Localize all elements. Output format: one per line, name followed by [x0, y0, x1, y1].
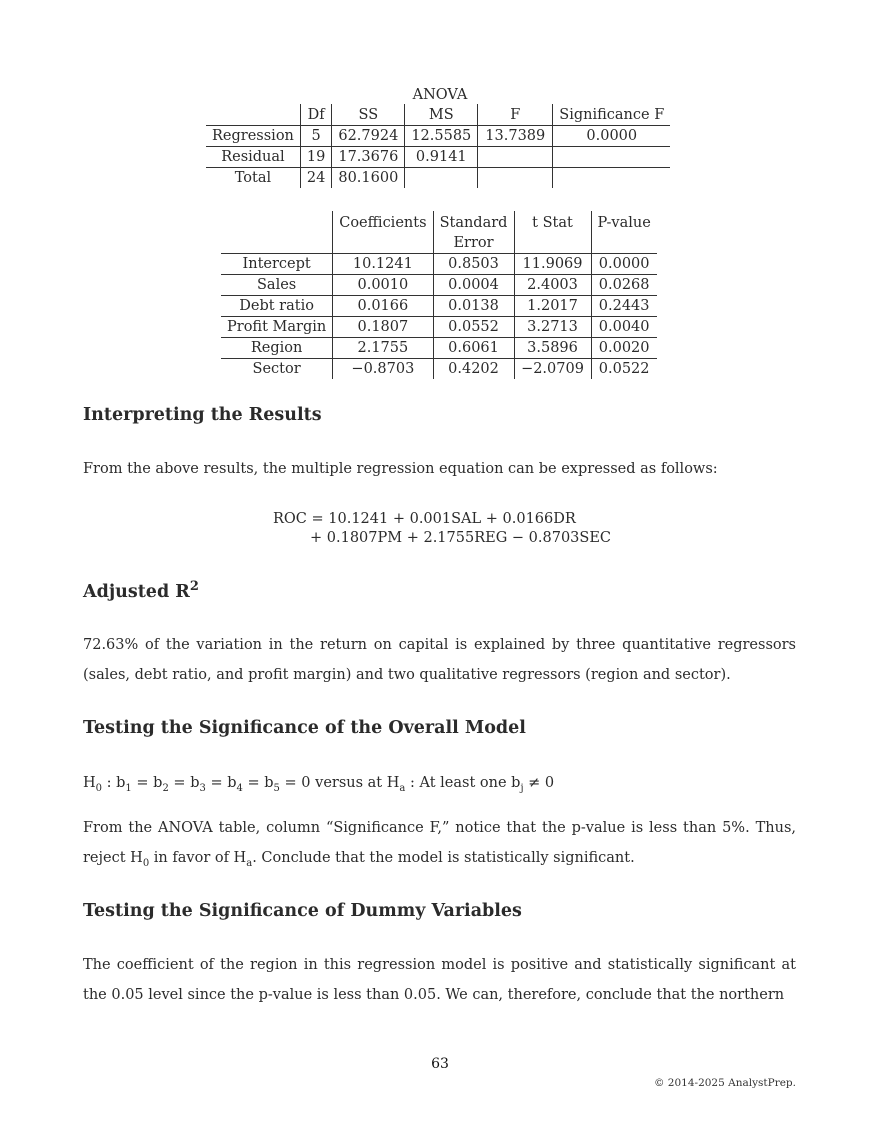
equation-line-1: ROC = 10.1241 + 0.001SAL + 0.0166DR: [273, 511, 576, 527]
overall-text-in-favor: in favor of: [153, 850, 229, 866]
table-cell: 3.5896: [514, 338, 591, 359]
table-cell: 0.0552: [433, 317, 514, 338]
table-cell: 11.9069: [514, 254, 591, 275]
table-cell: 0.0010: [333, 275, 433, 296]
table-cell: 62.7924: [332, 126, 405, 147]
anova-header-blank: [206, 104, 300, 126]
table-cell: 0.8503: [433, 254, 514, 275]
table-cell: 5: [300, 126, 331, 147]
anova-row-residual: [206, 147, 670, 168]
anova-header-df: Df: [300, 104, 331, 126]
table-cell: 17.3676: [332, 147, 405, 168]
table-cell: [553, 147, 670, 168]
dummy-variables-paragraph: The coefficient of the region in this regression model is positive and statistically significant at the 0.05 level since the p-value is less than 0.05. We can, therefore, conclude that the northern: [83, 957, 796, 1003]
anova-row-total: [206, 168, 670, 189]
overall-text-reject: reject: [83, 850, 126, 866]
table-cell: 2.4003: [514, 275, 591, 296]
table-cell: 0.0040: [591, 317, 657, 338]
table-cell: [478, 168, 553, 189]
table-cell: Profit Margin: [221, 317, 333, 338]
table-cell: 0.9141: [405, 147, 478, 168]
table-cell: 1.2017: [514, 296, 591, 317]
table-cell: 0.0522: [591, 359, 657, 380]
table-cell: Intercept: [221, 254, 333, 275]
table-cell: 0.0000: [553, 126, 670, 147]
table-cell: 0.1807: [333, 317, 433, 338]
table-cell: 10.1241: [333, 254, 433, 275]
table-cell: 0.6061: [433, 338, 514, 359]
table-cell: 0.4202: [433, 359, 514, 380]
overall-text-line1: From the ANOVA table, column “Significance F,” notice that the p-value is less than 5%. Thus,: [83, 820, 796, 836]
hypothesis-statement: $H_0$ : $b_1 = b_2 = b_3 = b_4 = b_5 = 0$ versus at $H_a$ : At least one $b_j \ne 0$: [83, 775, 555, 794]
coef-row-debt-ratio: [221, 296, 657, 317]
overall-text-conclusion: . Conclude that the model is statistically significant.: [252, 850, 635, 866]
table-cell: 0.0004: [433, 275, 514, 296]
table-cell: 0.0268: [591, 275, 657, 296]
hypothesis-versus: versus at: [315, 775, 383, 791]
anova-header-ss: SS: [332, 104, 405, 126]
table-cell: Residual: [206, 147, 300, 168]
table-cell: Debt ratio: [221, 296, 333, 317]
coef-header-std-line1: Standard: [439, 215, 508, 231]
coef-row-profit-margin: [221, 317, 657, 338]
table-cell: −0.8703: [333, 359, 433, 380]
table-cell: [405, 168, 478, 189]
table-cell: 0.0138: [433, 296, 514, 317]
table-cell: 19: [300, 147, 331, 168]
table-cell: 13.7389: [478, 126, 553, 147]
hypothesis-alternative: At least one: [419, 775, 507, 791]
anova-header-significance-f: Significance F: [553, 104, 670, 126]
coefficients-header-row: [221, 211, 657, 254]
coef-header-t-stat: t Stat: [514, 211, 591, 254]
interpreting-paragraph: From the above results, the multiple regression equation can be expressed as follows:: [83, 461, 718, 477]
anova-header-f: F: [478, 104, 553, 126]
table-cell: 2.1755: [333, 338, 433, 359]
table-cell: −2.0709: [514, 359, 591, 380]
table-cell: Sales: [221, 275, 333, 296]
adjusted-heading-text: Adjusted R: [83, 581, 190, 602]
table-cell: Total: [206, 168, 300, 189]
heading-dummy-variables: Testing the Significance of Dummy Variables: [83, 901, 522, 921]
heading-interpreting-results: Interpreting the Results: [83, 405, 322, 425]
table-cell: Sector: [221, 359, 333, 380]
coef-header-blank: [221, 211, 333, 254]
table-cell: Region: [221, 338, 333, 359]
anova-row-regression: [206, 126, 670, 147]
table-cell: 0.0020: [591, 338, 657, 359]
copyright-notice: © 2014-2025 AnalystPrep.: [653, 1077, 796, 1089]
coef-header-p-value: P-value: [591, 211, 657, 254]
adjusted-r2-paragraph: 72.63% of the variation in the return on capital is explained by three quantitative regressors (sales, debt ratio, and profit margin) and two qualitative regressors (region and sector).: [83, 637, 796, 683]
table-cell: 0.0166: [333, 296, 433, 317]
coef-header-standard-error: [433, 211, 514, 254]
coef-row-sales: [221, 275, 657, 296]
anova-header-ms: MS: [405, 104, 478, 126]
coef-header-std-line2: Error: [453, 235, 494, 251]
anova-table-title: ANOVA: [412, 87, 468, 103]
coef-row-region: [221, 338, 657, 359]
equation-line-2: + 0.1807PM + 2.1755REG − 0.8703SEC: [310, 530, 612, 546]
table-cell: 0.2443: [591, 296, 657, 317]
table-cell: [553, 168, 670, 189]
table-cell: 24: [300, 168, 331, 189]
coefficients-table: [221, 211, 657, 379]
table-cell: [478, 147, 553, 168]
heading-overall-model: Testing the Significance of the Overall Model: [83, 718, 526, 738]
table-cell: Regression: [206, 126, 300, 147]
anova-table: [206, 104, 670, 188]
anova-header-row: [206, 104, 670, 126]
coef-header-coefficients: Coefficients: [333, 211, 433, 254]
table-cell: 12.5585: [405, 126, 478, 147]
heading-adjusted-r2: [83, 579, 199, 602]
adjusted-heading-superscript: 2: [189, 579, 199, 594]
table-cell: 3.2713: [514, 317, 591, 338]
coef-row-sector: [221, 359, 657, 380]
coef-row-intercept: [221, 254, 657, 275]
overall-model-paragraph: From the ANOVA table, column “Significance F,” notice that the p-value is less than 5%. Thus, reject $H_0$ in favor of $H_a$. Conclude that the model is statistically significant.: [83, 820, 796, 869]
table-cell: 80.1600: [332, 168, 405, 189]
page-number: 63: [431, 1056, 449, 1072]
table-cell: 0.0000: [591, 254, 657, 275]
